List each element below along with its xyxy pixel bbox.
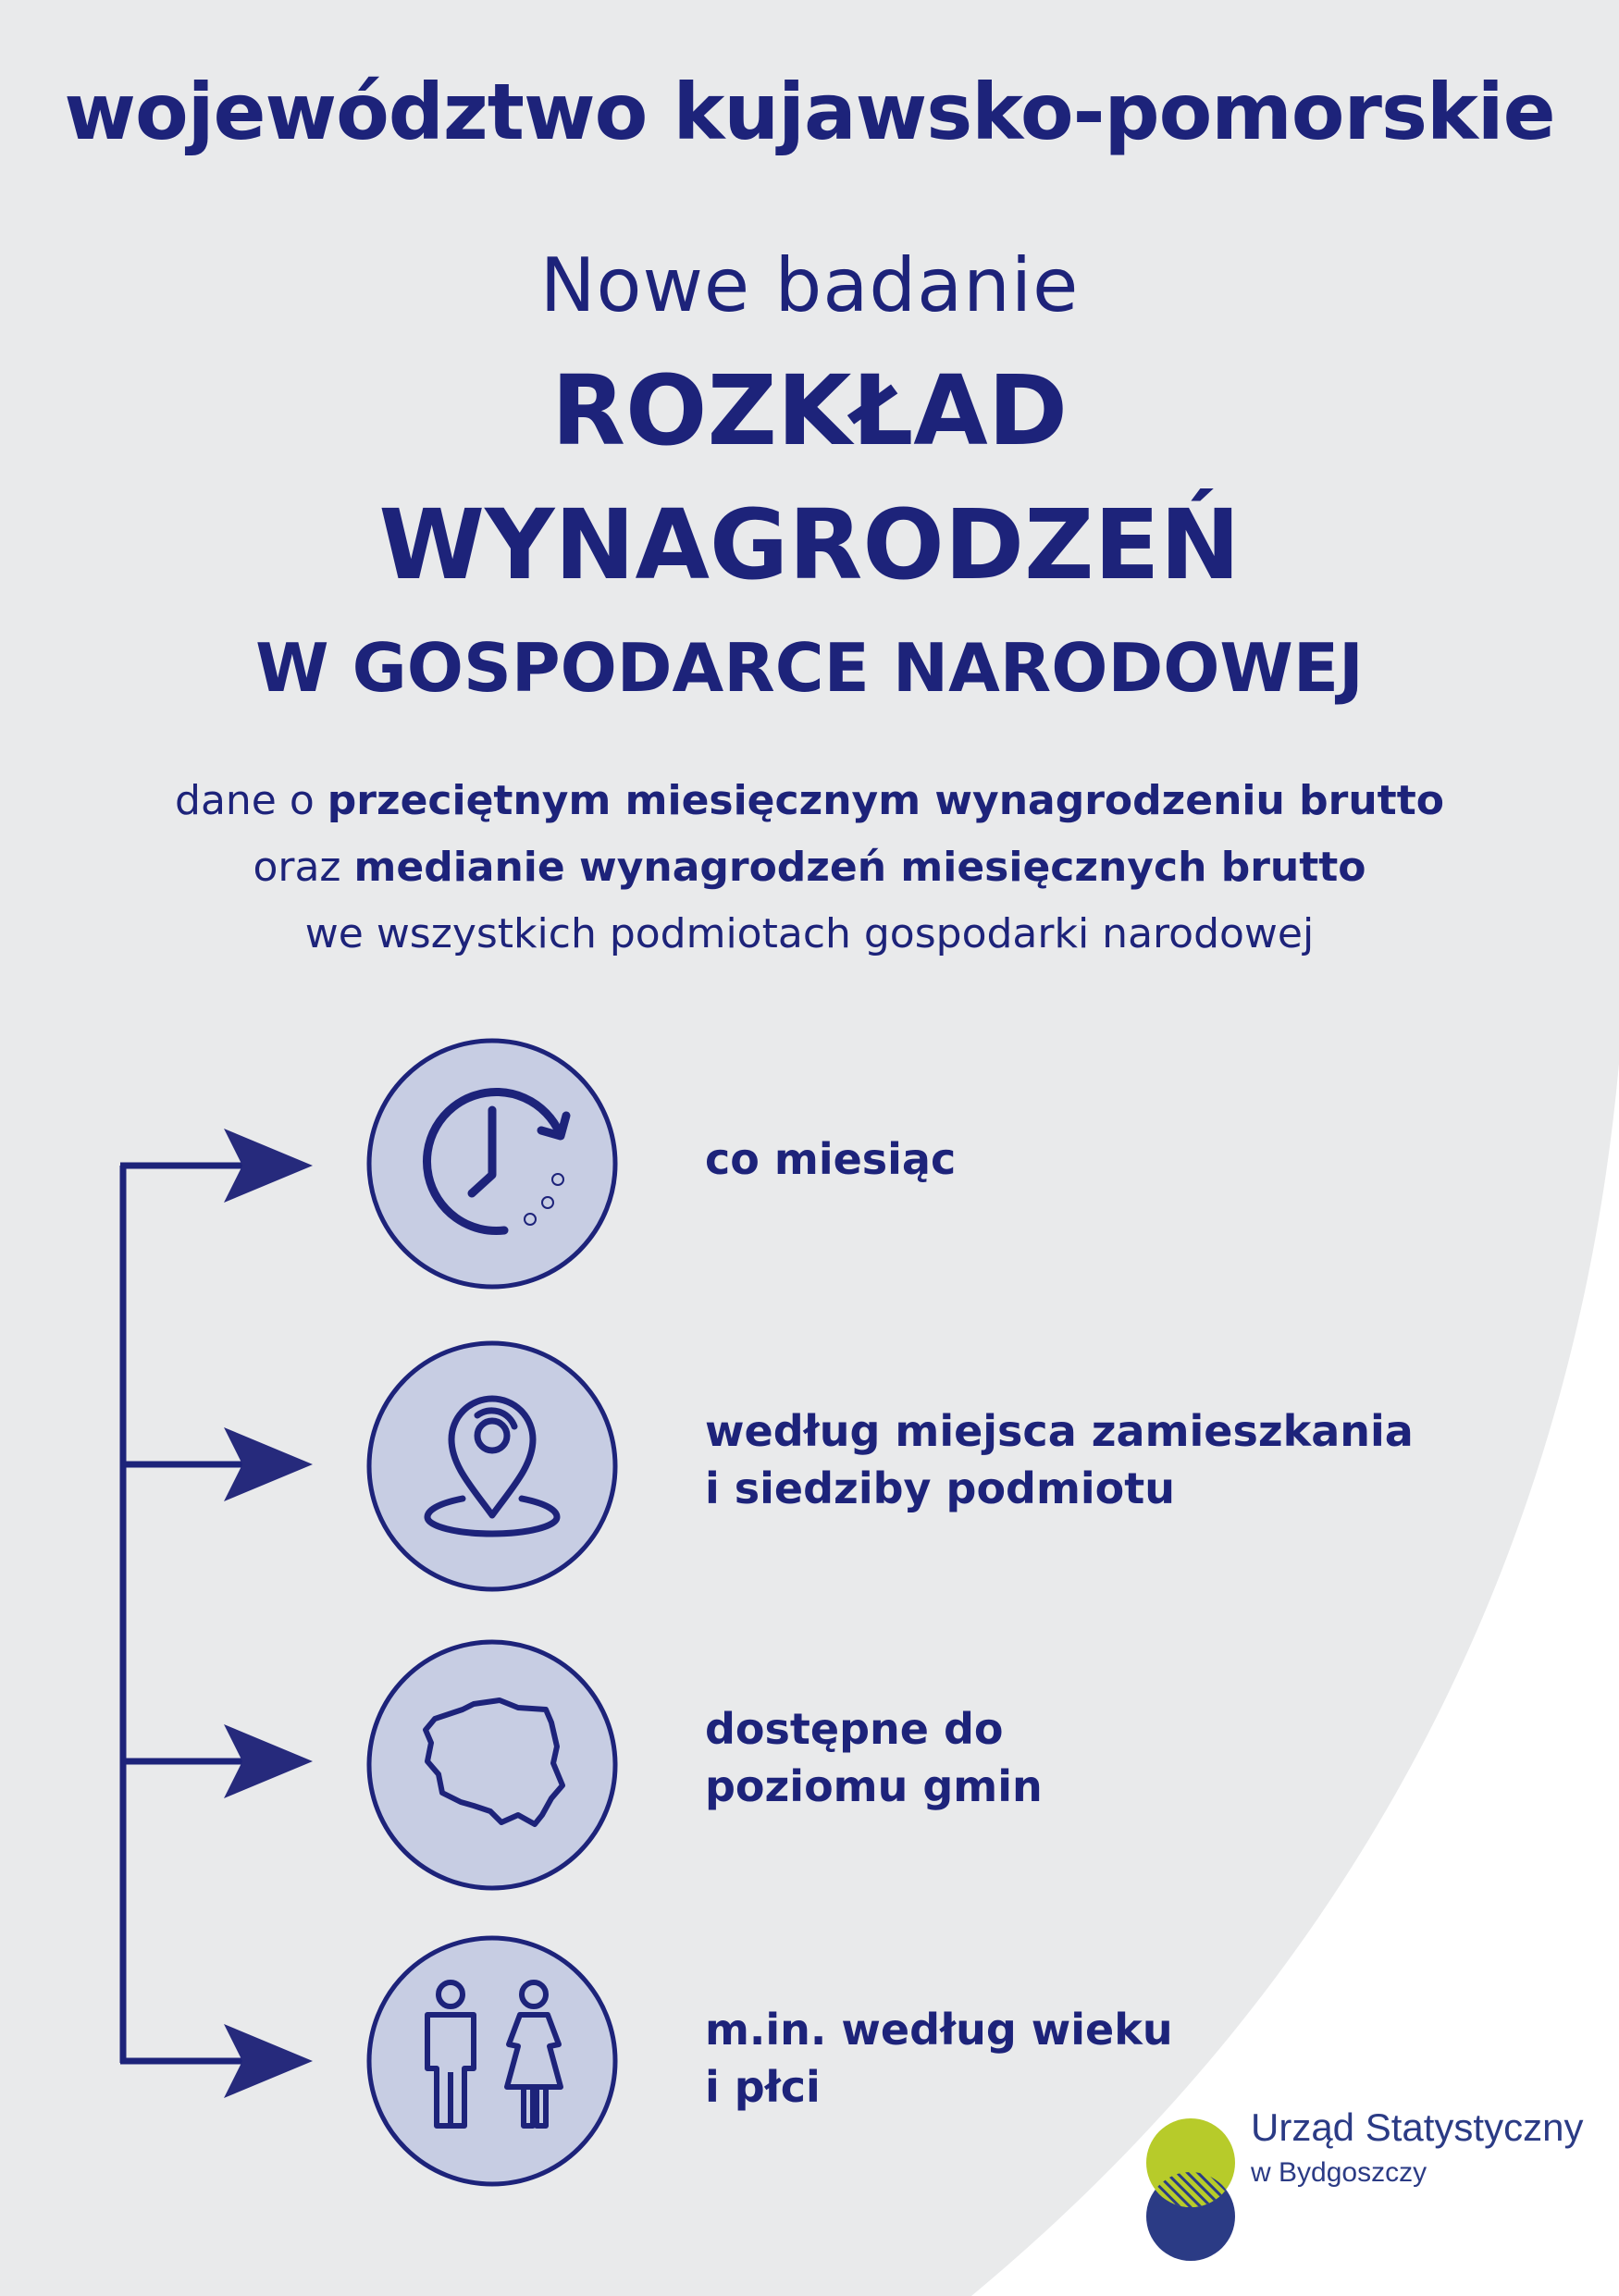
feature-3-line-1: dostępne do <box>705 1704 1004 1754</box>
region-title: województwo kujawsko-pomorskie <box>64 67 1555 157</box>
feature-2-line-2: i siedziby podmiotu <box>705 1463 1176 1513</box>
survey-subtitle: Nowe badanie <box>539 242 1080 328</box>
description-line-1-bold: przeciętnym miesięcznym wynagrodzeniu brutto <box>327 777 1444 824</box>
feature-frequency <box>705 1130 956 1188</box>
feature-3-line-2: poziomu gmin <box>705 1761 1043 1811</box>
feature-4-line-1: m.in. według wieku <box>705 2005 1173 2055</box>
description-line-2-prefix: oraz <box>253 844 354 891</box>
logo-text <box>1251 2105 1583 2191</box>
description-line-1-prefix: dane o <box>175 777 328 824</box>
feature-location <box>705 1402 1414 1517</box>
headline-line-2: WYNAGRODZEŃ <box>378 488 1241 601</box>
feature-4-line-2: i płci <box>705 2062 821 2112</box>
description-line-1 <box>0 777 1619 824</box>
headline-line-1: ROZKŁAD <box>550 354 1069 467</box>
feature-demographics <box>705 2001 1173 2116</box>
logo-city: w Bydgoszczy <box>1251 2157 1427 2188</box>
statistics-office-logo-icon <box>1140 2117 1242 2265</box>
feature-2-line-1: według miejsca zamieszkania <box>705 1406 1414 1456</box>
feature-granularity <box>705 1700 1043 1815</box>
description-line-2 <box>0 844 1619 891</box>
description-line-3: we wszystkich podmiotach gospodarki narodowej <box>304 910 1315 957</box>
description-line-2-bold: medianie wynagrodzeń miesięcznych brutto <box>353 844 1366 891</box>
headline-line-3: W GOSPODARCE NARODOWEJ <box>255 629 1364 707</box>
logo-name: Urząd Statystyczny <box>1251 2105 1584 2149</box>
feature-1-line-1: co miesiąc <box>705 1134 957 1184</box>
